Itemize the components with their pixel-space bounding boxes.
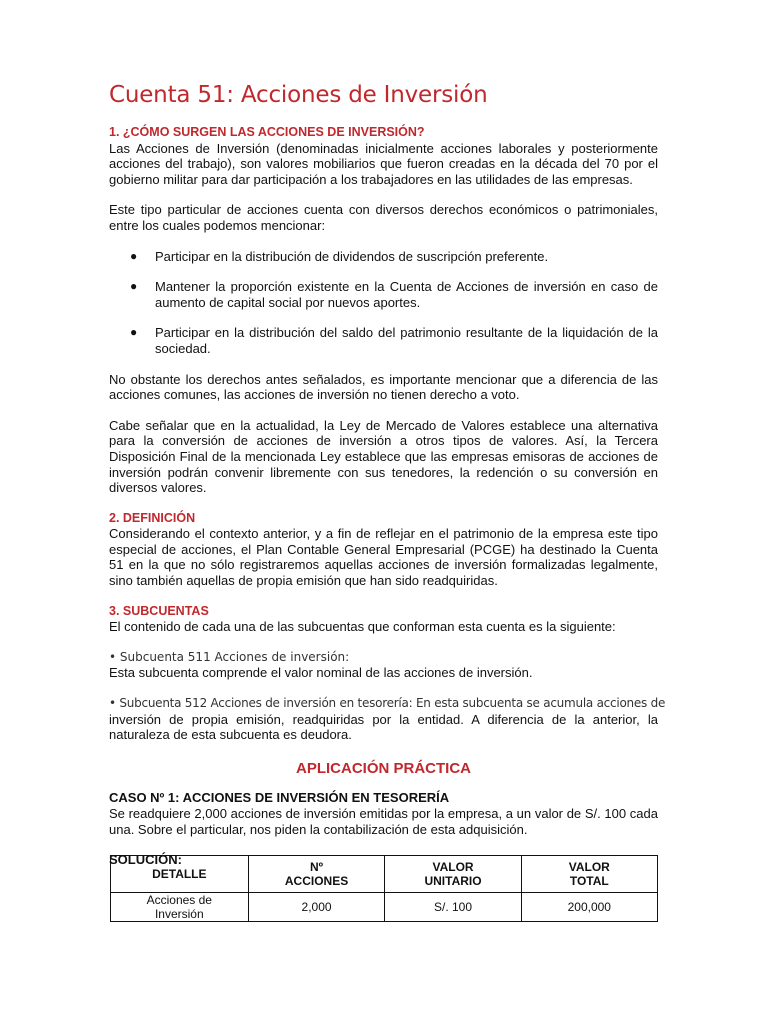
header-detalle-label: DETALLE [152, 867, 207, 881]
list-item-text: Participar en la distribución del saldo del patrimonio resultante de la liquidación de la sociedad. [155, 325, 658, 356]
table-row [111, 893, 658, 922]
cell-detalle-line-1: Acciones de [146, 893, 212, 907]
header-unitario-line-1: VALOR [432, 860, 474, 874]
section-1-heading: 1. ¿CÓMO SURGEN LAS ACCIONES DE INVERSIÓN? [109, 125, 425, 139]
list-item [109, 325, 658, 356]
subcuenta-512-label: • Subcuenta 512 Acciones de inversión en tesorería: En esta subcuenta se acumula acciones de [109, 696, 666, 711]
cell-detalle [111, 893, 249, 922]
subcuenta-512-text: inversión de propia emisión, readquiridas por la entidad. A diferencia de la anterior, la naturaleza de esta subcuenta es deudora. [109, 711, 658, 743]
list-item-text: Participar en la distribución de dividendos de suscripción preferente. [155, 248, 549, 264]
case-title: CASO Nº 1: ACCIONES DE INVERSIÓN EN TESORERÍA [109, 790, 450, 806]
header-valor-total [521, 856, 657, 893]
acquisition-table [110, 855, 658, 922]
cell-acciones: 2,000 [248, 893, 385, 922]
table-header-row [111, 856, 658, 893]
case-text: Se readquiere 2,000 acciones de inversión emitidas por la empresa, a un valor de S/. 100 cada una. Sobre el particular, nos piden la contabilización de esta adquisición. [109, 806, 658, 837]
document-title: Cuenta 51: Acciones de Inversión [109, 82, 488, 108]
list-item [109, 279, 658, 310]
header-detalle [111, 856, 249, 893]
header-total-line-1: VALOR [568, 860, 610, 874]
section-2-paragraph-1: Considerando el contexto anterior, y a fin de reflejar en el patrimonio de la empresa este tipo especial de acciones, el Plan Contable General Empresarial (PCGE) ha destinado la Cuenta 51 en la que no sólo registraremos aquellas acciones de inversión formalizadas legalmente, sino también aquellas de propia emisión que han sido readquiridas. [109, 526, 658, 589]
list-item-text: Mantener la proporción existente en la Cuenta de Acciones de inversión en caso de aumento de capital social por nuevos aportes. [155, 279, 658, 310]
cell-valor-unitario: S/. 100 [385, 893, 521, 922]
subcuenta-511-text: Esta subcuenta comprende el valor nominal de las acciones de inversión. [109, 665, 533, 681]
bullet-icon: ● [130, 325, 138, 340]
practice-heading: APLICACIÓN PRÁCTICA [296, 759, 471, 777]
header-total-line-2: TOTAL [569, 874, 609, 888]
header-acciones-line-2: ACCIONES [284, 874, 349, 888]
header-valor-unitario [385, 856, 521, 893]
cell-detalle-line-2: Inversión [154, 907, 204, 921]
rights-list [109, 249, 658, 357]
header-acciones [248, 856, 385, 893]
cell-valor-total: 200,000 [521, 893, 657, 922]
bullet-icon: ● [130, 248, 138, 263]
section-3-heading: 3. SUBCUENTAS [109, 603, 209, 618]
subcuenta-511-label: • Subcuenta 511 Acciones de inversión: [109, 649, 350, 664]
section-1-paragraph-1: Las Acciones de Inversión (denominadas inicialmente acciones laborales y posteriormente acciones del trabajo), son valores mobiliarios que fueron creadas en la década del 70 por el gobierno militar para dar participación a los trabajadores en las utilidades de las empresas. [109, 140, 658, 187]
bullet-icon: ● [130, 279, 138, 294]
section-3-paragraph-1: El contenido de cada una de las subcuentas que conforman esta cuenta es la siguiente: [109, 619, 616, 635]
section-1-paragraph-2: Este tipo particular de acciones cuenta con diversos derechos económicos o patrimoniales, entre los cuales podemos mencionar: [109, 202, 658, 233]
section-2-heading: 2. DEFINICIÓN [109, 510, 196, 525]
section-1-paragraph-3: No obstante los derechos antes señalados, es importante mencionar que a diferencia de las acciones comunes, las acciones de inversión no tienen derecho a voto. [109, 371, 658, 403]
document-body [109, 125, 666, 868]
header-acciones-line-1: Nº [310, 860, 324, 874]
header-unitario-line-2: UNITARIO [424, 874, 482, 888]
section-1-paragraph-4: Cabe señalar que en la actualidad, la Ley de Mercado de Valores establece una alternativa para la conversión de acciones de inversión a otros tipos de valores. Así, la Tercera Disposición Final de la mencionada Ley establece que las empresas emisoras de acciones de inversión podrán convenir libremente con sus tenedores, la redención o su conversión en diversos valores. [109, 417, 658, 496]
list-item [109, 249, 658, 265]
solution-label: SOLUCIÓN: [109, 852, 182, 868]
